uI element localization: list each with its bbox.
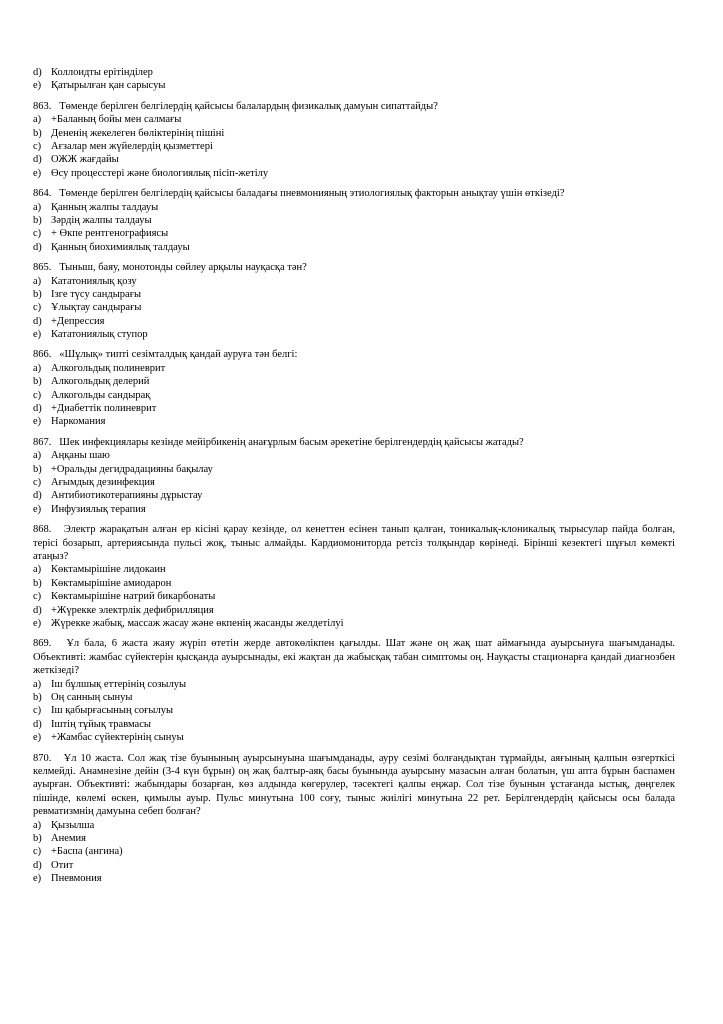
answer-option (33, 476, 675, 489)
option-letter: b) (33, 463, 42, 475)
answer-option (33, 140, 675, 153)
option-text: Оң санның сынуы (51, 691, 133, 703)
option-text: + Өкпе рентгенографиясы (51, 228, 169, 240)
answer-option (33, 201, 675, 214)
question-body: Тыныш, баяу, монотонды сөйлеу арқылы науқасқа тән? (59, 262, 307, 274)
answer-option (33, 604, 675, 617)
question-text (33, 261, 675, 274)
question-block (33, 436, 675, 516)
option-letter: e) (33, 329, 42, 341)
answer-option (33, 503, 675, 516)
option-text: +Баспа (ангина) (51, 846, 123, 858)
answer-option (33, 153, 675, 166)
answer-option (33, 127, 675, 140)
answer-option (33, 731, 675, 744)
option-text: Анемия (51, 832, 86, 844)
question-body: Ұл 10 жаста. Сол жақ тізе буынының ауырсынуына шағымданады, ауру сезімі болғандықтан тұрмайды, аяғының қалпын өзгерткісі келмейді. Анамнезіне дейін (3-4 күн бұрын) оң жақ балтыр-аяқ басы буынында ауырсыну мазасын алған болатын, үш апта бұрын баспамен ауырған. Объективті: жабындары бозарған, көз алдында көгерулер, тәсектегі қалпы еңжар. Сол тізе буынын ұстағанда ыстық, дөңгелек пішінде, көлемі өскен, қимылы ауыр. Пульс минутына 100 соғу, тыныс жиілігі минутына 22 рет. Берілгендердің қайсысы осы балада ревматизмнің дамуына себеп болған? (33, 752, 675, 818)
answer-option (33, 590, 675, 603)
answer-option (33, 463, 675, 476)
option-letter: d) (33, 67, 42, 78)
option-letter: a) (33, 275, 42, 287)
option-letter: e) (33, 416, 42, 428)
question-number: 869. (33, 638, 52, 650)
option-letter: d) (33, 718, 42, 730)
question-block (33, 187, 675, 254)
question-text (33, 752, 675, 819)
option-text: +Жамбас сүйектерінің сынуы (51, 732, 184, 744)
option-letter: e) (33, 617, 42, 629)
answer-option (33, 617, 675, 630)
answer-option (33, 113, 675, 126)
option-letter: b) (33, 832, 42, 844)
option-text: +Баланың бойы мен салмағы (51, 114, 182, 126)
option-text: Наркомания (51, 416, 106, 428)
option-text: Инфузиялық терапия (51, 503, 146, 515)
question-block (33, 637, 675, 744)
answer-option (33, 415, 675, 428)
option-text: +Диабеттік полиневрит (51, 403, 157, 415)
option-text: Іш бұлшық еттерінің созылуы (51, 678, 187, 690)
option-letter: a) (33, 362, 42, 374)
option-letter: c) (33, 477, 42, 489)
option-letter: b) (33, 691, 42, 703)
option-text: Жүрекке жабық, массаж жасау және өкпенің жасанды желдетілуі (51, 617, 344, 629)
option-letter: b) (33, 376, 42, 388)
question-block (33, 348, 675, 428)
option-letter: c) (33, 389, 42, 401)
question-text (33, 187, 675, 200)
option-letter: e) (33, 167, 42, 179)
option-letter: a) (33, 201, 42, 213)
option-text: Отит (51, 859, 74, 871)
option-letter: e) (33, 873, 42, 885)
option-letter: a) (33, 678, 42, 690)
option-text: Ағзалар мен жүйелердің қызметтері (51, 140, 213, 152)
answer-option (33, 275, 675, 288)
answer-option (33, 819, 675, 832)
option-letter: e) (33, 732, 42, 744)
answer-option (33, 66, 675, 79)
question-list (33, 66, 675, 886)
option-letter: c) (33, 302, 42, 314)
option-letter: b) (33, 577, 42, 589)
option-text: Қанның биохимиялық талдауы (51, 241, 190, 253)
answer-option (33, 402, 675, 415)
question-body: Төменде берілген белгілердің қайсысы баладағы пневмонияның этиологиялық факторын анықтау үшін өткізеді? (59, 188, 565, 200)
option-letter: c) (33, 846, 42, 858)
option-letter: d) (33, 403, 42, 415)
answer-option (33, 489, 675, 502)
answer-option (33, 389, 675, 402)
option-text: Көктамырішіне натрий бикарбонаты (51, 591, 216, 603)
answer-option (33, 214, 675, 227)
question-number: 864. (33, 188, 52, 200)
question-block (33, 100, 675, 180)
option-text: Алкогольды сандырақ (51, 389, 151, 401)
option-letter: b) (33, 288, 42, 300)
answer-option (33, 845, 675, 858)
option-text: Антибиотикотерапияны дұрыстау (51, 490, 203, 502)
question-text (33, 523, 675, 563)
option-text: Пневмония (51, 873, 102, 885)
option-letter: c) (33, 140, 42, 152)
answer-option (33, 227, 675, 240)
option-text: Өсу процесстері және биологиялық пісіп-жетілу (51, 167, 269, 179)
answer-option (33, 704, 675, 717)
question-body: Төменде берілген белгілердің қайсысы балалардың физикалық дамуын сипаттайды? (59, 100, 438, 112)
option-letter: c) (33, 228, 42, 240)
option-text: Дененің жекелеген бөліктерінің пішіні (51, 127, 225, 139)
option-letter: a) (33, 819, 42, 831)
answer-option (33, 449, 675, 462)
option-text: Кататониялық ступор (51, 329, 148, 341)
question-text (33, 436, 675, 449)
option-letter: a) (33, 114, 42, 126)
answer-option (33, 315, 675, 328)
question-block (33, 752, 675, 886)
option-letter: d) (33, 490, 42, 502)
option-letter: e) (33, 80, 42, 92)
answer-option (33, 79, 675, 92)
option-text: Ұлықтау сандырағы (51, 302, 142, 314)
option-text: Іш қабырғасының соғылуы (51, 705, 174, 717)
option-text: Кататониялық қозу (51, 275, 137, 287)
option-text: Қызылша (51, 819, 95, 831)
option-letter: b) (33, 214, 42, 226)
option-text: Алкогольдық полиневрит (51, 362, 166, 374)
question-number: 866. (33, 349, 52, 361)
option-text: Ізге түсу сандырағы (51, 288, 142, 300)
option-text: Аңқаны шаю (51, 450, 110, 462)
answer-option (33, 167, 675, 180)
option-letter: b) (33, 127, 42, 139)
option-letter: c) (33, 705, 42, 717)
answer-option (33, 859, 675, 872)
option-text: Зәрдің жалпы талдауы (51, 214, 152, 226)
question-text (33, 348, 675, 361)
question-body: Электр жарақатын алған ер кісіні қарау кезінде, ол кенеттен есінен танып қалған, тоникалық-клоникалық тырысулар пайда болған, терісі бозарып, артериясында пульсі жоқ, тыныс алмайды. Кардиомониторда ретсіз толқындар көрінеді. Бірінші кезектегі шұғыл көмекті атаңыз? (33, 524, 676, 562)
question-block (33, 523, 675, 630)
option-text: ОЖЖ жағдайы (51, 154, 119, 166)
option-text: Қанның жалпы талдауы (51, 201, 159, 213)
answer-option (33, 872, 675, 885)
option-letter: d) (33, 315, 42, 327)
answer-option (33, 375, 675, 388)
answer-option (33, 362, 675, 375)
question-block (33, 261, 675, 341)
option-text: Алкогольдық делерий (51, 376, 150, 388)
option-letter: d) (33, 154, 42, 166)
answer-option (33, 328, 675, 341)
question-number: 867. (33, 436, 52, 448)
answer-option (33, 718, 675, 731)
answer-option (33, 678, 675, 691)
option-text: Көктамырішіне амиодарон (51, 577, 172, 589)
option-letter: d) (33, 604, 42, 616)
answer-option (33, 563, 675, 576)
question-number: 868. (33, 524, 52, 536)
question-text (33, 100, 675, 113)
question-number: 870. (33, 752, 52, 764)
question-number: 865. (33, 262, 52, 274)
option-letter: a) (33, 450, 42, 462)
answer-option (33, 577, 675, 590)
question-body: Ұл бала, 6 жаста жаяу жүріп өтетін жерде автокөлікпен қағылды. Шат және оң жақ шат аймағында ауырсынуға шағымданады. Объективті: жамбас сүйектерін қысқанда ауырсынады, екі жақтан да жабысқақ табан симптомы оң. Науқасты стационарға қандай диагнозбен жеткізеді? (33, 638, 675, 677)
option-text: +Жүрекке электрлік дефибрилляция (51, 604, 214, 616)
option-letter: e) (33, 503, 42, 515)
question-body: «Шұлық» типті сезімталдық қандай ауруға тән белгі: (59, 349, 298, 361)
questions-container (33, 100, 675, 886)
answer-option (33, 301, 675, 314)
option-text: Ағымдық дезинфекция (51, 477, 155, 489)
question-number: 863. (33, 100, 52, 112)
answer-option (33, 832, 675, 845)
option-text: Іштің тұйық травмасы (51, 718, 151, 730)
option-text: +Оральды дегидрадацияны бақылау (51, 463, 213, 475)
option-letter: c) (33, 591, 42, 603)
option-text: +Депрессия (51, 315, 105, 327)
option-letter: d) (33, 241, 42, 253)
answer-option (33, 288, 675, 301)
option-letter: a) (33, 564, 42, 576)
option-text: Коллоидты ерітінділер (51, 67, 153, 78)
answer-option (33, 691, 675, 704)
option-text: Қатырылған қан сарысуы (51, 80, 166, 92)
option-text: Көктамырішіне лидокаин (51, 564, 166, 576)
leading-options (33, 66, 675, 93)
answer-option (33, 241, 675, 254)
question-text (33, 637, 675, 677)
question-body: Шек инфекциялары кезінде мейірбикенің анағұрлым басым әрекетіне берілгендердің қайсысы жатады? (59, 436, 524, 448)
option-letter: d) (33, 859, 42, 871)
